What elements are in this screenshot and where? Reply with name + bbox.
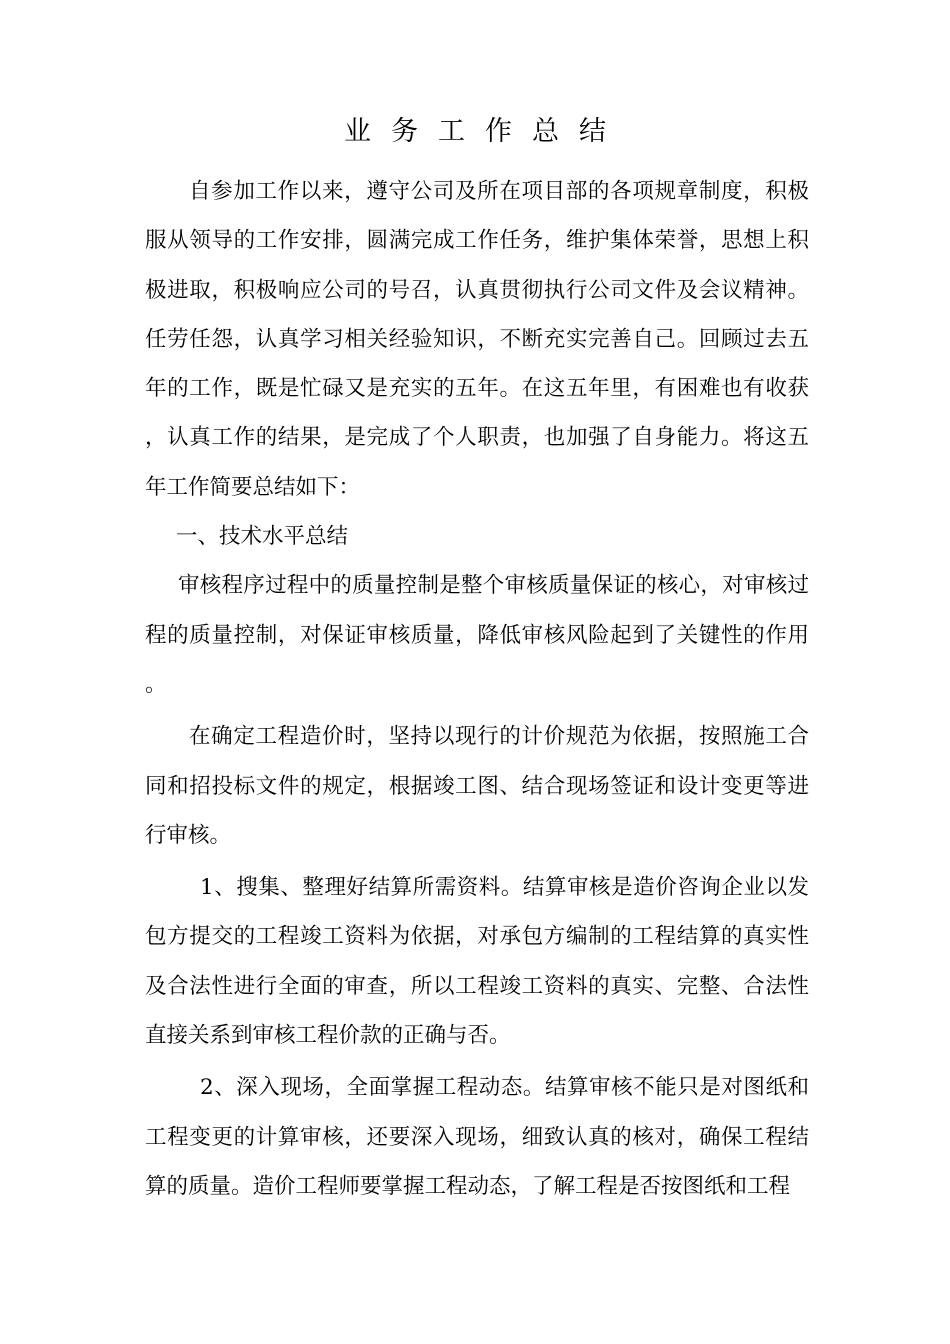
paragraph-item-1: 1、搜集、整理好结算所需资料。结算审核是造价咨询企业以发包方提交的工程竣工资料为依据，对承包方编制的工程结算的真实性及合法性进行全面的审查，所以工程竣工资料的真实、完整、合法性直接关系到审核工程价款的正确与否。 [145,875,809,1049]
section-heading-technical: 一、技术水平总结 [176,524,349,550]
paragraph-quality-control: 审核程序过程中的质量控制是整个审核质量保证的核心，对审核过程的质量控制，对保证审核质量，降低审核风险起到了关键性的作用。 [145,573,809,697]
document-title: 业务工作总结 [344,116,626,147]
document-body [145,167,809,1211]
paragraph-intro: 自参加工作以来，遵守公司及所在项目部的各项规章制度，积极服从领导的工作安排，圆满完成工作任务，维护集体荣誉，思想上积极进取，积极响应公司的号召，认真贯彻执行公司文件及会议精神。任劳任怨，认真学习相关经验知识，不断充实完善自己。回顾过去五年的工作，既是忙碌又是充实的五年。在这五年里，有困难也有收获，认真工作的结果，是完成了个人职责，也加强了自身能力。将这五年工作简要总结如下： [145,179,809,500]
paragraph-item-2: 2、深入现场，全面掌握工程动态。结算审核不能只是对图纸和工程变更的计算审核，还要深入现场，细致认真的核对，确保工程结算的质量。造价工程师要掌握工程动态，了解工程是否按图纸和工程 [145,1075,809,1199]
paragraph-cost-determination: 在确定工程造价时，坚持以现行的计价规范为依据，按照施工合同和招投标文件的规定，根据竣工图、结合现场签证和设计变更等进行审核。 [145,724,809,848]
